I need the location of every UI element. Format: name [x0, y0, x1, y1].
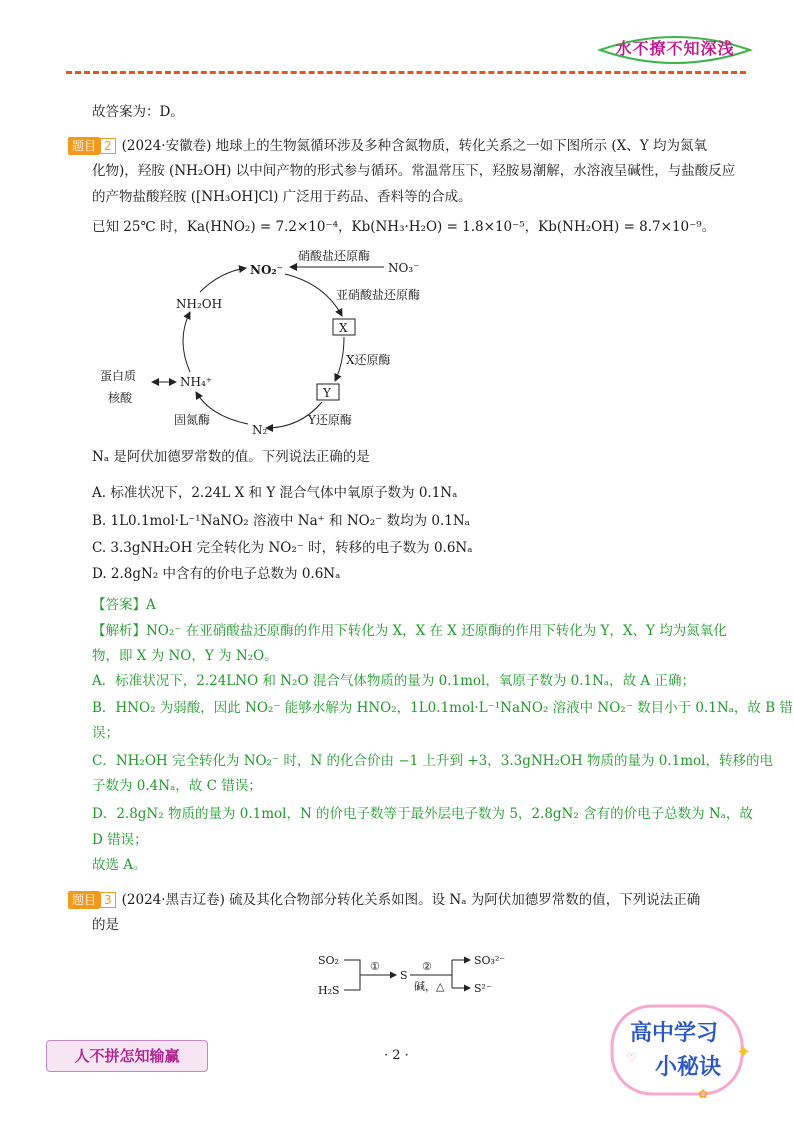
q3-line2: 的是 [92, 917, 119, 933]
analysis-line: B．HNO₂ 为弱酸，因此 NO₂⁻ 能够水解为 HNO₂，1L0.1mol·L⁻¹NaNO₂ 溶液中 NO₂⁻ 数目小于 0.1Nₐ，故 B 错 [92, 700, 793, 716]
page-number: · 2 · [384, 1048, 409, 1063]
y-label: Y [323, 386, 331, 400]
no3-label: NO₃⁻ [388, 261, 420, 275]
nitrogen-cycle-diagram [80, 244, 440, 440]
arrow-nh2oh-no2 [200, 268, 246, 292]
q2-stem: Nₐ 是阿伏加德罗常数的值。下列说法正确的是 [92, 449, 370, 465]
arrow-nh4-nh2oh [183, 312, 190, 372]
analysis-line: 【解析】NO₂⁻ 在亚硝酸盐还原酶的作用下转化为 X，X 在 X 还原酶的作用下转化为 Y，X、Y 均为氮氧化 [92, 623, 727, 639]
sparkle-icon: ✦ [736, 1042, 752, 1063]
analysis-line: 故选 A。 [92, 857, 147, 873]
q3-line1: 题目 3 (2024·黑吉辽卷) 硫及其化合物部分转化关系如图。设 Nₐ 为阿伏加德罗常数的值，下列说法正确 [68, 889, 700, 911]
footer-motto: 人不拼怎知输赢 [46, 1040, 208, 1072]
nitrate-enzyme-label: 硝酸盐还原酶 [298, 249, 371, 263]
question-number: 3 [100, 892, 116, 908]
s2-label: S²⁻ [474, 982, 492, 995]
nh2oh-label: NH₂OH [176, 297, 223, 311]
x-label: X [339, 321, 348, 335]
question-tag: 题目 [68, 891, 100, 909]
nucleic-acid-label: 核酸 [108, 391, 133, 405]
analysis-line: 子数为 0.4Nₐ，故 C 错误； [92, 778, 262, 794]
stamp-line1: 高中学习 [629, 1021, 719, 1046]
analysis-line: D 错误； [92, 832, 148, 848]
nh4-label: NH₄⁺ [180, 375, 213, 389]
analysis-line: 物，即 X 为 NO，Y 为 N₂O。 [92, 648, 278, 664]
arrow-no2-x [285, 274, 342, 316]
arrow-x-y [335, 337, 344, 381]
sulfur-diagram [310, 946, 510, 1002]
previous-answer: 故答案为：D。 [92, 104, 184, 120]
step1-label: ① [370, 960, 380, 973]
option-c: C. 3.3gNH₂OH 完全转化为 NO₂⁻ 时，转移的电子数为 0.6Nₐ [92, 540, 473, 556]
so2-label: SO₂ [318, 954, 339, 967]
s-label: S [400, 969, 408, 982]
heart-icon: ♡ [626, 1051, 637, 1065]
header-divider [66, 71, 746, 74]
q2-constants: 已知 25℃ 时，Ka(HNO₂) = 7.2×10⁻⁴，Kb(NH₃·H₂O) = 1.8×10⁻⁵，Kb(NH₂OH) = 8.7×10⁻⁹。 [92, 219, 716, 235]
h2s-label: H₂S [318, 984, 340, 997]
analysis-line: 误； [92, 725, 119, 741]
y-enzyme-label: Y还原酶 [308, 413, 352, 427]
x-enzyme-label: X还原酶 [346, 353, 391, 367]
analysis-line: D．2.8gN₂ 物质的量为 0.1mol，N 的价电子数等于最外层电子数为 5，2.8gN₂ 含有的价电子总数为 Nₐ，故 [92, 806, 753, 822]
so3-label: SO₃²⁻ [474, 954, 506, 967]
question-tag: 题目 [68, 137, 100, 155]
condition-label: 碱，△ [414, 980, 445, 993]
no2-label: NO₂⁻ [250, 263, 284, 277]
option-b: B. 1L0.1mol·L⁻¹NaNO₂ 溶液中 Na⁺ 和 NO₂⁻ 数均为 0.1Nₐ [92, 513, 470, 529]
header-motto: 水不撩不知深浅 [615, 39, 735, 58]
q2-line2: 化物)，羟胺 (NH₂OH) 以中间产物的形式参与循环。常温常压下，羟胺易潮解，水溶液呈碱性，与盐酸反应 [92, 163, 736, 179]
q2-line3: 的产物盐酸羟胺 ([NH₃OH]Cl) 广泛用于药品、香料等的合成。 [92, 189, 472, 205]
protein-label: 蛋白质 [100, 369, 137, 383]
question-number: 2 [100, 138, 116, 154]
q2-line1: 题目 2 (2024·安徽卷) 地球上的生物氮循环涉及多种含氮物质，转化关系之一如下图所示 (X、Y 均为氮氧 [68, 135, 707, 157]
n2-label: N₂ [252, 423, 268, 437]
analysis-line: A．标准状况下，2.24LNO 和 N₂O 混合气体物质的量为 0.1mol，氧原子数为 0.1Nₐ，故 A 正确； [92, 673, 695, 689]
nitrogenase-label: 固氮酶 [174, 413, 211, 427]
flower-icon: ✿ [698, 1087, 709, 1100]
option-d: D. 2.8gN₂ 中含有的价电子总数为 0.6Nₐ [92, 566, 341, 582]
nitrite-enzyme-label: 亚硝酸盐还原酶 [336, 288, 421, 302]
answer: 【答案】A [92, 597, 156, 613]
stamp-line2: 小秘诀 [654, 1055, 722, 1080]
stamp-logo [604, 1000, 754, 1100]
analysis-line: C．NH₂OH 完全转化为 NO₂⁻ 时，N 的化合价由 −1 上升到 +3，3.3gNH₂OH 物质的量为 0.1mol，转移的电 [92, 753, 773, 769]
step2-label: ② [422, 960, 432, 973]
option-a: A. 标准状况下，2.24L X 和 Y 混合气体中氧原子数为 0.1Nₐ [92, 485, 458, 501]
